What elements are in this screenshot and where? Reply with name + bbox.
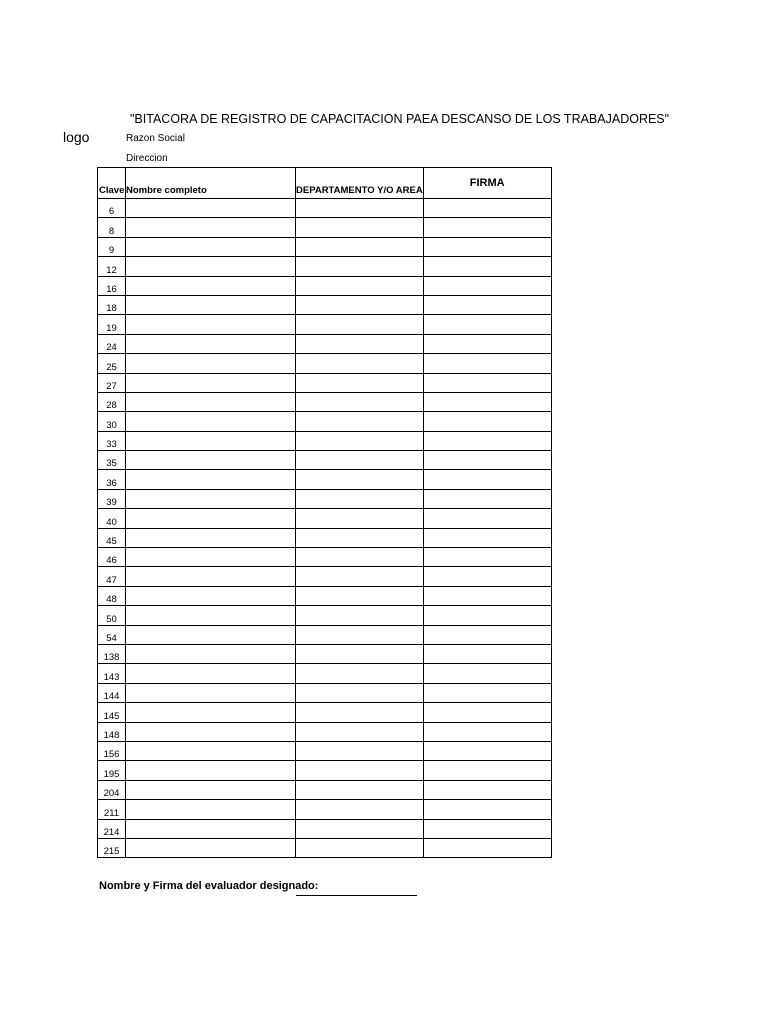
firma-cell[interactable]	[423, 509, 551, 528]
table-row	[98, 237, 552, 256]
table-row	[98, 800, 552, 819]
departamento-cell[interactable]	[296, 586, 424, 605]
nombre-cell[interactable]	[126, 625, 296, 644]
firma-cell[interactable]	[423, 528, 551, 547]
nombre-cell[interactable]	[126, 548, 296, 567]
clave-cell: 156	[98, 741, 126, 760]
firma-cell[interactable]	[423, 567, 551, 586]
firma-cell[interactable]	[423, 489, 551, 508]
departamento-cell[interactable]	[296, 237, 424, 256]
firma-cell[interactable]	[423, 237, 551, 256]
nombre-cell[interactable]	[126, 431, 296, 450]
table-row	[98, 509, 552, 528]
departamento-cell[interactable]	[296, 373, 424, 392]
firma-cell[interactable]	[423, 644, 551, 663]
table-row	[98, 315, 552, 334]
firma-cell[interactable]	[423, 761, 551, 780]
nombre-cell[interactable]	[126, 451, 296, 470]
firma-cell[interactable]	[423, 431, 551, 450]
clave-cell: 46	[98, 548, 126, 567]
table-row	[98, 664, 552, 683]
departamento-cell[interactable]	[296, 644, 424, 663]
nombre-cell[interactable]	[126, 257, 296, 276]
nombre-cell[interactable]	[126, 354, 296, 373]
nombre-cell[interactable]	[126, 819, 296, 838]
table-row	[98, 334, 552, 353]
nombre-cell[interactable]	[126, 606, 296, 625]
table-row	[98, 373, 552, 392]
firma-cell[interactable]	[423, 606, 551, 625]
departamento-cell[interactable]	[296, 703, 424, 722]
razon-social-label: Razon Social	[126, 133, 185, 144]
table-row	[98, 295, 552, 314]
nombre-cell[interactable]	[126, 509, 296, 528]
table-row	[98, 567, 552, 586]
firma-cell[interactable]	[423, 334, 551, 353]
header-firma: FIRMA	[423, 168, 551, 199]
departamento-cell[interactable]	[296, 470, 424, 489]
clave-cell: 143	[98, 664, 126, 683]
clave-cell: 145	[98, 703, 126, 722]
firma-cell[interactable]	[423, 354, 551, 373]
table-row	[98, 354, 552, 373]
clave-cell: 50	[98, 606, 126, 625]
table-row	[98, 276, 552, 295]
table-row	[98, 819, 552, 838]
table-row	[98, 392, 552, 411]
clave-cell: 148	[98, 722, 126, 741]
clave-cell: 48	[98, 586, 126, 605]
clave-cell: 195	[98, 761, 126, 780]
nombre-cell[interactable]	[126, 567, 296, 586]
clave-cell: 19	[98, 315, 126, 334]
departamento-cell[interactable]	[296, 276, 424, 295]
departamento-cell[interactable]	[296, 392, 424, 411]
table-row	[98, 548, 552, 567]
departamento-cell[interactable]	[296, 509, 424, 528]
firma-cell[interactable]	[423, 470, 551, 489]
clave-cell: 54	[98, 625, 126, 644]
table-row	[98, 257, 552, 276]
firma-cell[interactable]	[423, 819, 551, 838]
firma-cell[interactable]	[423, 218, 551, 237]
departamento-cell[interactable]	[296, 295, 424, 314]
departamento-cell[interactable]	[296, 199, 424, 218]
header-clave: Clave	[98, 168, 126, 199]
departamento-cell[interactable]	[296, 800, 424, 819]
clave-cell: 144	[98, 683, 126, 702]
clave-cell: 8	[98, 218, 126, 237]
nombre-cell[interactable]	[126, 315, 296, 334]
clave-cell: 16	[98, 276, 126, 295]
nombre-cell[interactable]	[126, 412, 296, 431]
evaluator-signature-line[interactable]	[296, 895, 417, 896]
clave-cell: 36	[98, 470, 126, 489]
header-nombre: Nombre completo	[126, 168, 296, 199]
clave-cell: 211	[98, 800, 126, 819]
nombre-cell[interactable]	[126, 470, 296, 489]
departamento-cell[interactable]	[296, 412, 424, 431]
firma-cell[interactable]	[423, 586, 551, 605]
departamento-cell[interactable]	[296, 489, 424, 508]
evaluator-signature-label: Nombre y Firma del evaluador designado:	[99, 880, 319, 892]
departamento-cell[interactable]	[296, 257, 424, 276]
clave-cell: 33	[98, 431, 126, 450]
clave-cell: 28	[98, 392, 126, 411]
table-row	[98, 683, 552, 702]
clave-cell: 215	[98, 838, 126, 857]
departamento-cell[interactable]	[296, 528, 424, 547]
table-row	[98, 761, 552, 780]
table-row	[98, 199, 552, 218]
departamento-cell[interactable]	[296, 683, 424, 702]
nombre-cell[interactable]	[126, 373, 296, 392]
nombre-cell[interactable]	[126, 683, 296, 702]
nombre-cell[interactable]	[126, 528, 296, 547]
nombre-cell[interactable]	[126, 722, 296, 741]
firma-cell[interactable]	[423, 257, 551, 276]
firma-cell[interactable]	[423, 664, 551, 683]
clave-cell: 39	[98, 489, 126, 508]
table-row	[98, 451, 552, 470]
nombre-cell[interactable]	[126, 199, 296, 218]
table-row	[98, 838, 552, 857]
departamento-cell[interactable]	[296, 625, 424, 644]
departamento-cell[interactable]	[296, 838, 424, 857]
table-row	[98, 780, 552, 799]
departamento-cell[interactable]	[296, 741, 424, 760]
nombre-cell[interactable]	[126, 644, 296, 663]
nombre-cell[interactable]	[126, 800, 296, 819]
nombre-cell[interactable]	[126, 780, 296, 799]
nombre-cell[interactable]	[126, 664, 296, 683]
table-row	[98, 606, 552, 625]
clave-cell: 18	[98, 295, 126, 314]
table-body	[98, 199, 552, 858]
clave-cell: 138	[98, 644, 126, 663]
document-title: "BITACORA DE REGISTRO DE CAPACITACION PAEA DESCANSO DE LOS TRABAJADORES"	[130, 112, 670, 126]
table-row	[98, 644, 552, 663]
nombre-cell[interactable]	[126, 703, 296, 722]
nombre-cell[interactable]	[126, 392, 296, 411]
firma-cell[interactable]	[423, 548, 551, 567]
table-row	[98, 489, 552, 508]
direccion-label: Direccion	[126, 153, 168, 164]
departamento-cell[interactable]	[296, 431, 424, 450]
nombre-cell[interactable]	[126, 295, 296, 314]
clave-cell: 24	[98, 334, 126, 353]
firma-cell[interactable]	[423, 703, 551, 722]
clave-cell: 204	[98, 780, 126, 799]
nombre-cell[interactable]	[126, 838, 296, 857]
nombre-cell[interactable]	[126, 334, 296, 353]
firma-cell[interactable]	[423, 722, 551, 741]
firma-cell[interactable]	[423, 276, 551, 295]
departamento-cell[interactable]	[296, 567, 424, 586]
table-row	[98, 703, 552, 722]
clave-cell: 40	[98, 509, 126, 528]
logo-placeholder: logo	[63, 129, 90, 145]
departamento-cell[interactable]	[296, 761, 424, 780]
firma-cell[interactable]	[423, 373, 551, 392]
firma-cell[interactable]	[423, 780, 551, 799]
firma-cell[interactable]	[423, 295, 551, 314]
clave-cell: 27	[98, 373, 126, 392]
table-row	[98, 722, 552, 741]
nombre-cell[interactable]	[126, 761, 296, 780]
nombre-cell[interactable]	[126, 741, 296, 760]
nombre-cell[interactable]	[126, 489, 296, 508]
clave-cell: 6	[98, 199, 126, 218]
table-row	[98, 412, 552, 431]
departamento-cell[interactable]	[296, 315, 424, 334]
nombre-cell[interactable]	[126, 276, 296, 295]
firma-cell[interactable]	[423, 199, 551, 218]
firma-cell[interactable]	[423, 625, 551, 644]
departamento-cell[interactable]	[296, 354, 424, 373]
registry-table	[97, 167, 552, 858]
clave-cell: 47	[98, 567, 126, 586]
table-row	[98, 586, 552, 605]
clave-cell: 25	[98, 354, 126, 373]
departamento-cell[interactable]	[296, 664, 424, 683]
firma-cell[interactable]	[423, 800, 551, 819]
clave-cell: 45	[98, 528, 126, 547]
firma-cell[interactable]	[423, 451, 551, 470]
table-row	[98, 431, 552, 450]
departamento-cell[interactable]	[296, 548, 424, 567]
table-row	[98, 470, 552, 489]
table-row	[98, 528, 552, 547]
header-departamento: DEPARTAMENTO Y/O AREA	[296, 168, 424, 199]
firma-cell[interactable]	[423, 392, 551, 411]
departamento-cell[interactable]	[296, 780, 424, 799]
nombre-cell[interactable]	[126, 218, 296, 237]
departamento-cell[interactable]	[296, 451, 424, 470]
departamento-cell[interactable]	[296, 606, 424, 625]
departamento-cell[interactable]	[296, 218, 424, 237]
departamento-cell[interactable]	[296, 722, 424, 741]
table-header-row	[98, 168, 552, 199]
firma-cell[interactable]	[423, 741, 551, 760]
clave-cell: 12	[98, 257, 126, 276]
nombre-cell[interactable]	[126, 586, 296, 605]
table-row	[98, 741, 552, 760]
table-row	[98, 218, 552, 237]
firma-cell[interactable]	[423, 315, 551, 334]
table-row	[98, 625, 552, 644]
departamento-cell[interactable]	[296, 819, 424, 838]
clave-cell: 9	[98, 237, 126, 256]
firma-cell[interactable]	[423, 838, 551, 857]
clave-cell: 35	[98, 451, 126, 470]
clave-cell: 30	[98, 412, 126, 431]
departamento-cell[interactable]	[296, 334, 424, 353]
clave-cell: 214	[98, 819, 126, 838]
nombre-cell[interactable]	[126, 237, 296, 256]
firma-cell[interactable]	[423, 683, 551, 702]
firma-cell[interactable]	[423, 412, 551, 431]
